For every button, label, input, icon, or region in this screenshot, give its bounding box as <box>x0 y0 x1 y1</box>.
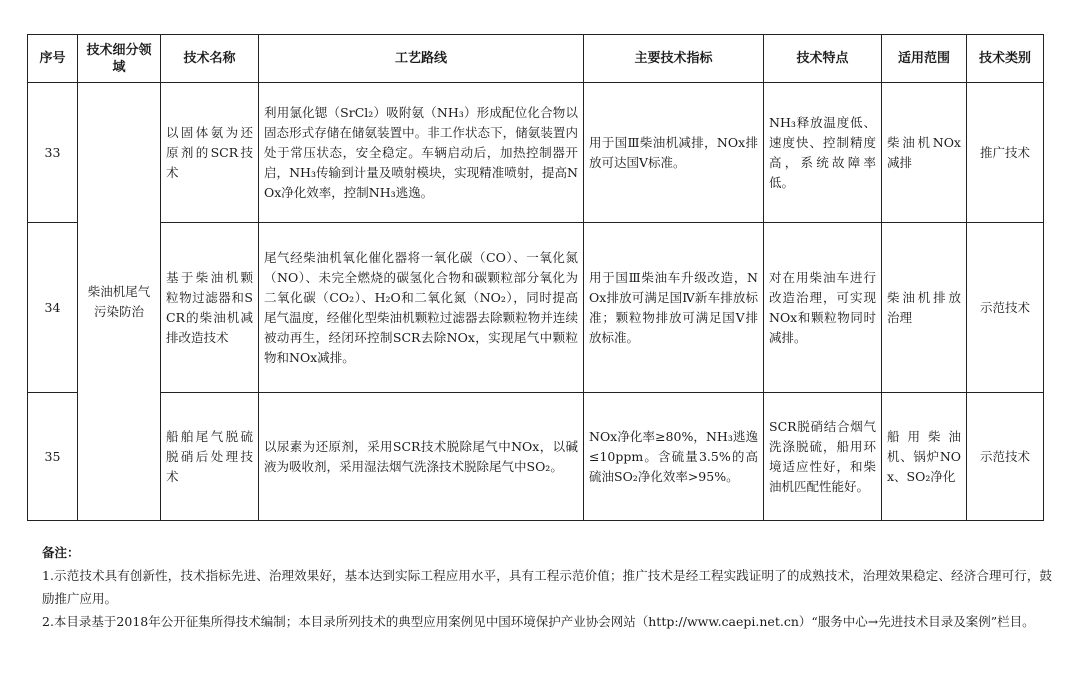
notes-section <box>42 541 1052 633</box>
table-row <box>28 223 1044 393</box>
row-process-route: 以尿素为还原剂，采用SCR技术脱除尾气中NOx，以碱液为吸收剂，采用湿法烟气洗涤技术脱除尾气中SO₂。 <box>259 393 584 521</box>
row-scope: 船用柴油机、锅炉NOx、SO₂净化 <box>882 393 967 521</box>
header-indicators: 主要技术指标 <box>584 35 764 83</box>
notes-title: 备注： <box>42 545 80 560</box>
technology-catalog-table <box>27 34 1044 521</box>
row-process-route: 利用氯化锶（SrCl₂）吸附氨（NH₃）形成配位化合物以固态形式存储在储氨装置中。非工作状态下，储氨装置内处于常压状态，安全稳定。车辆启动后，加热控制器开启，NH₃传输到计量及喷射模块，实现精准喷射，提高NOx净化效率，控制NH₃逃逸。 <box>259 83 584 223</box>
note-item-2: 2.本目录基于2018年公开征集所得技术编制；本目录所列技术的典型应用案例见中国环境保护产业协会网站（http://www.caepi.net.cn）“服务中心→先进技术目录及案例”栏目。 <box>42 614 1035 629</box>
note-item-1: 1.示范技术具有创新性，技术指标先进、治理效果好，基本达到实际工程应用水平，具有工程示范价值；推广技术是经工程实践证明了的成熟技术，治理效果稳定、经济合理可行，鼓励推广应用。 <box>42 568 1052 606</box>
header-route: 工艺路线 <box>259 35 584 83</box>
row-category: 示范技术 <box>967 393 1044 521</box>
row-indicators: NOx净化率≥80%，NH₃逃逸≤10ppm。含硫量3.5%的高硫油SO₂净化效率>95%。 <box>584 393 764 521</box>
row-tech-name: 以固体氨为还原剂的SCR技术 <box>161 83 259 223</box>
header-seq: 序号 <box>28 35 78 83</box>
table-row <box>28 83 1044 223</box>
row-scope: 柴油机NOx减排 <box>882 83 967 223</box>
field-group-cell: 柴油机尾气污染防治 <box>78 83 161 521</box>
table-row <box>28 393 1044 521</box>
row-indicators: 用于国Ⅲ柴油车升级改造，NOx排放可满足国Ⅳ新车排放标准；颗粒物排放可满足国Ⅴ排放标准。 <box>584 223 764 393</box>
row-scope: 柴油机排放治理 <box>882 223 967 393</box>
row-features: 对在用柴油车进行改造治理，可实现NOx和颗粒物同时减排。 <box>764 223 882 393</box>
row-tech-name: 基于柴油机颗粒物过滤器和SCR的柴油机减排改造技术 <box>161 223 259 393</box>
row-seq: 33 <box>28 83 78 223</box>
row-category: 推广技术 <box>967 83 1044 223</box>
row-features: SCR脱硝结合烟气洗涤脱硫，船用环境适应性好，和柴油机匹配性能好。 <box>764 393 882 521</box>
header-category: 技术类别 <box>967 35 1044 83</box>
row-process-route: 尾气经柴油机氧化催化器将一氧化碳（CO）、一氧化氮（NO）、未完全燃烧的碳氢化合物和碳颗粒部分氧化为二氧化碳（CO₂）、H₂O和二氧化氮（NO₂），同时提高尾气温度，经催化型柴油机颗粒过滤器去除颗粒物并连续被动再生，经闭环控制SCR去除NOx，实现尾气中颗粒物和NOx减排。 <box>259 223 584 393</box>
row-seq: 35 <box>28 393 78 521</box>
row-category: 示范技术 <box>967 223 1044 393</box>
header-row <box>28 35 1044 83</box>
header-name: 技术名称 <box>161 35 259 83</box>
header-scope: 适用范围 <box>882 35 967 83</box>
row-features: NH₃释放温度低、速度快、控制精度高，系统故障率低。 <box>764 83 882 223</box>
row-seq: 34 <box>28 223 78 393</box>
row-tech-name: 船舶尾气脱硫脱硝后处理技术 <box>161 393 259 521</box>
row-indicators: 用于国Ⅲ柴油机减排，NOx排放可达国Ⅴ标准。 <box>584 83 764 223</box>
header-field: 技术细分领域 <box>78 35 161 83</box>
header-features: 技术特点 <box>764 35 882 83</box>
